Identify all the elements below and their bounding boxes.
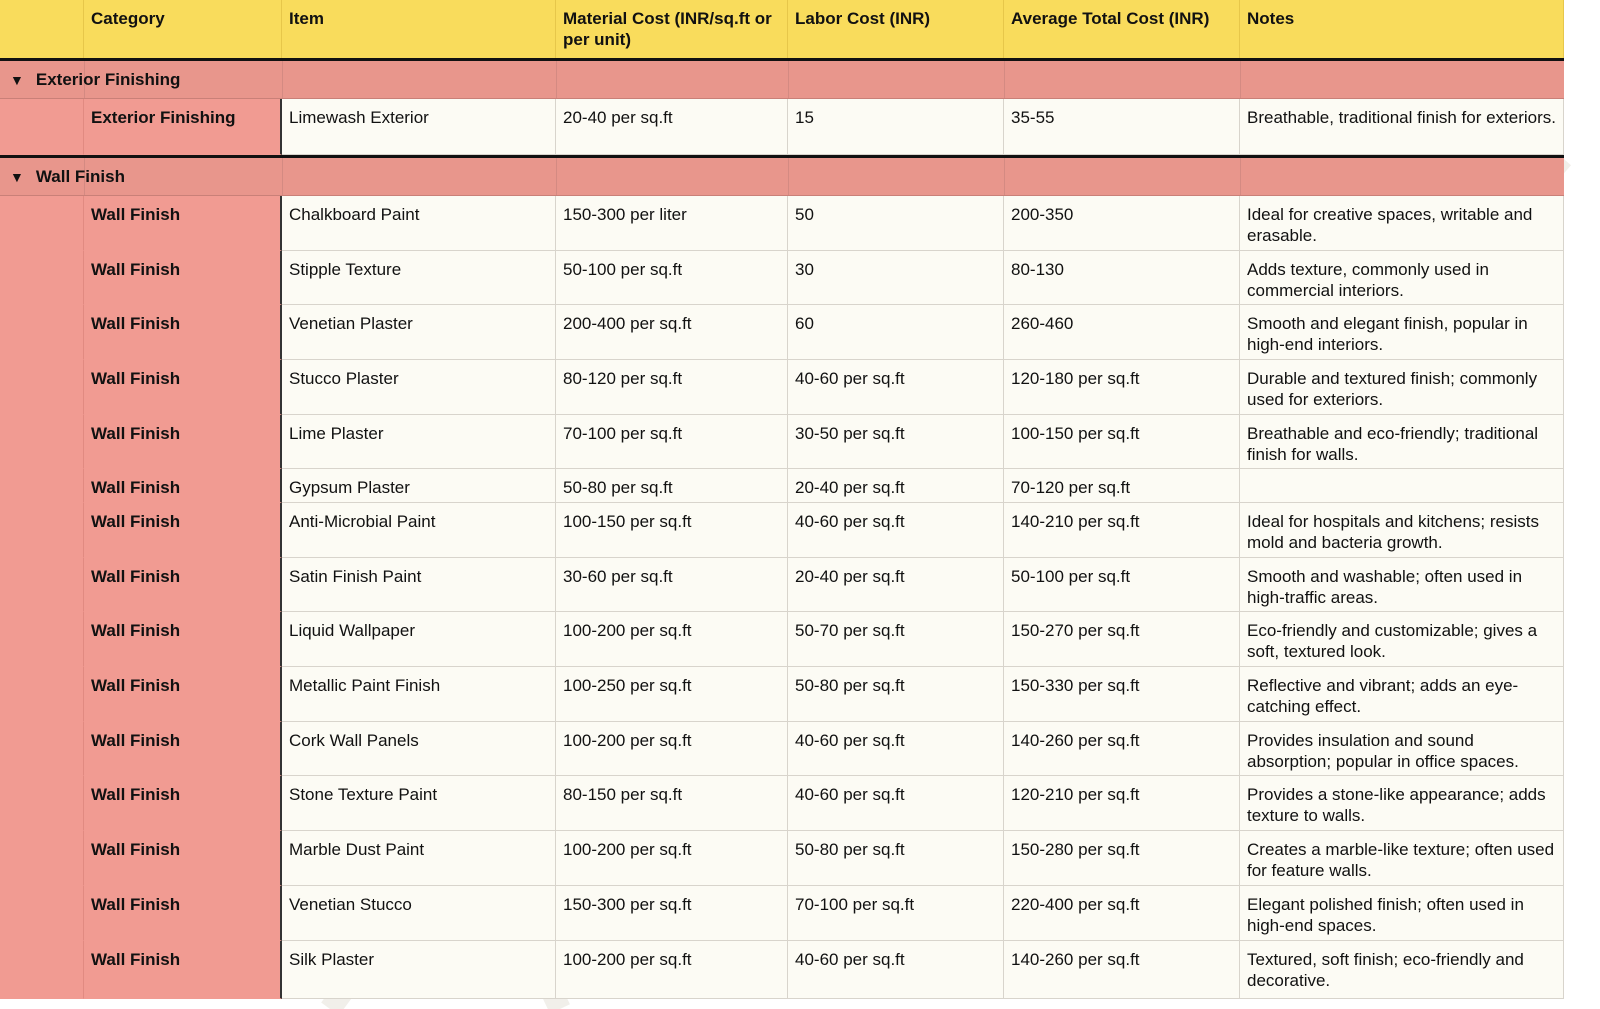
labor-cost-cell[interactable]: 40-60 per sq.ft	[788, 360, 1004, 415]
row-blank-cell[interactable]	[0, 886, 84, 941]
group-label[interactable]	[10, 158, 125, 195]
header-labor-cost[interactable]: Labor Cost (INR)	[788, 0, 1004, 58]
labor-cost-cell[interactable]: 50	[788, 196, 1004, 251]
table-row	[0, 503, 1564, 558]
collapse-triangle-icon[interactable]: ▼	[10, 168, 24, 185]
table-row	[0, 831, 1564, 886]
total-cost-cell[interactable]: 120-180 per sq.ft	[1004, 360, 1240, 415]
group-label-text: Exterior Finishing	[35, 69, 181, 89]
total-cost-cell[interactable]: 260-460	[1004, 305, 1240, 360]
row-blank-cell[interactable]	[0, 503, 84, 558]
notes-cell[interactable]: Smooth and washable; often used in high-traffic areas.	[1240, 558, 1564, 612]
labor-cost-cell[interactable]: 40-60 per sq.ft	[788, 722, 1004, 776]
notes-cell[interactable]: Adds texture, commonly used in commercial interiors.	[1240, 251, 1564, 305]
material-cost-cell[interactable]: 150-300 per sq.ft	[556, 886, 788, 941]
category-cell[interactable]: Wall Finish	[84, 941, 282, 999]
notes-cell[interactable]: Durable and textured finish; commonly used for exteriors.	[1240, 360, 1564, 415]
labor-cost-cell[interactable]: 40-60 per sq.ft	[788, 941, 1004, 999]
grid-line	[1240, 61, 1241, 98]
header-average-total-cost[interactable]: Average Total Cost (INR)	[1004, 0, 1240, 58]
category-cell[interactable]: Wall Finish	[84, 722, 282, 776]
row-blank-cell[interactable]	[0, 196, 84, 251]
total-cost-cell[interactable]: 200-350	[1004, 196, 1240, 251]
row-blank-cell[interactable]	[0, 251, 84, 305]
material-cost-cell[interactable]: 200-400 per sq.ft	[556, 305, 788, 360]
grid-line	[282, 158, 283, 195]
row-blank-cell[interactable]	[0, 360, 84, 415]
total-cost-cell[interactable]: 140-260 per sq.ft	[1004, 722, 1240, 776]
total-cost-cell[interactable]: 140-210 per sq.ft	[1004, 503, 1240, 558]
total-cost-cell[interactable]: 150-280 per sq.ft	[1004, 831, 1240, 886]
row-blank-cell[interactable]	[0, 831, 84, 886]
total-cost-cell[interactable]: 140-260 per sq.ft	[1004, 941, 1240, 999]
labor-cost-cell[interactable]: 50-70 per sq.ft	[788, 612, 1004, 667]
item-cell[interactable]: Chalkboard Paint	[282, 196, 556, 251]
item-cell[interactable]: Gypsum Plaster	[282, 469, 556, 503]
labor-cost-cell[interactable]: 60	[788, 305, 1004, 360]
row-blank-cell[interactable]	[0, 99, 84, 155]
category-cell[interactable]: Wall Finish	[84, 776, 282, 831]
item-cell[interactable]: Silk Plaster	[282, 941, 556, 999]
row-blank-cell[interactable]	[0, 722, 84, 776]
notes-cell[interactable]: Breathable, traditional finish for exteriors.	[1240, 99, 1564, 155]
row-blank-cell[interactable]	[0, 305, 84, 360]
material-cost-cell[interactable]: 20-40 per sq.ft	[556, 99, 788, 155]
material-cost-cell[interactable]: 100-200 per sq.ft	[556, 831, 788, 886]
row-blank-cell[interactable]	[0, 469, 84, 503]
category-cell[interactable]: Wall Finish	[84, 360, 282, 415]
material-cost-cell[interactable]: 100-200 per sq.ft	[556, 722, 788, 776]
category-cell[interactable]: Wall Finish	[84, 503, 282, 558]
category-cell[interactable]: Wall Finish	[84, 305, 282, 360]
table-row	[0, 886, 1564, 941]
material-cost-cell[interactable]: 30-60 per sq.ft	[556, 558, 788, 612]
material-cost-cell[interactable]: 80-150 per sq.ft	[556, 776, 788, 831]
total-cost-cell[interactable]: 70-120 per sq.ft	[1004, 469, 1240, 503]
category-cell[interactable]: Wall Finish	[84, 196, 282, 251]
category-cell[interactable]: Wall Finish	[84, 612, 282, 667]
grid-line	[788, 61, 789, 98]
notes-cell[interactable]: Creates a marble-like texture; often used for feature walls.	[1240, 831, 1564, 886]
material-cost-cell[interactable]: 100-250 per sq.ft	[556, 667, 788, 722]
notes-cell[interactable]: Reflective and vibrant; adds an eye-catching effect.	[1240, 667, 1564, 722]
item-cell[interactable]: Liquid Wallpaper	[282, 612, 556, 667]
table-row	[0, 941, 1564, 999]
category-cell[interactable]: Wall Finish	[84, 469, 282, 503]
grid-line	[1240, 158, 1241, 195]
table-body	[0, 61, 1564, 999]
table-row	[0, 360, 1564, 415]
table-row	[0, 469, 1564, 503]
item-cell[interactable]: Satin Finish Paint	[282, 558, 556, 612]
labor-cost-cell[interactable]: 20-40 per sq.ft	[788, 469, 1004, 503]
header-item[interactable]: Item	[282, 0, 556, 58]
item-cell[interactable]: Stipple Texture	[282, 251, 556, 305]
group-label-text: Wall Finish	[35, 166, 125, 186]
labor-cost-cell[interactable]: 15	[788, 99, 1004, 155]
header-notes[interactable]: Notes	[1240, 0, 1564, 58]
notes-cell[interactable]: Ideal for hospitals and kitchens; resists mold and bacteria growth.	[1240, 503, 1564, 558]
item-cell[interactable]: Marble Dust Paint	[282, 831, 556, 886]
category-cell[interactable]: Wall Finish	[84, 251, 282, 305]
material-cost-cell[interactable]: 50-100 per sq.ft	[556, 251, 788, 305]
item-cell[interactable]: Stone Texture Paint	[282, 776, 556, 831]
total-cost-cell[interactable]: 150-330 per sq.ft	[1004, 667, 1240, 722]
row-blank-cell[interactable]	[0, 667, 84, 722]
row-blank-cell[interactable]	[0, 415, 84, 469]
notes-cell[interactable]: Breathable and eco-friendly; traditional finish for walls.	[1240, 415, 1564, 469]
labor-cost-cell[interactable]: 20-40 per sq.ft	[788, 558, 1004, 612]
row-blank-cell[interactable]	[0, 941, 84, 999]
grid-line	[1004, 158, 1005, 195]
item-cell[interactable]: Lime Plaster	[282, 415, 556, 469]
total-cost-cell[interactable]: 35-55	[1004, 99, 1240, 155]
item-cell[interactable]: Stucco Plaster	[282, 360, 556, 415]
grid-line	[282, 61, 283, 98]
header-row	[0, 0, 1564, 61]
notes-cell[interactable]: Elegant polished finish; often used in high-end spaces.	[1240, 886, 1564, 941]
material-cost-cell[interactable]: 70-100 per sq.ft	[556, 415, 788, 469]
table-row	[0, 196, 1564, 251]
item-cell[interactable]: Metallic Paint Finish	[282, 667, 556, 722]
category-cell[interactable]: Wall Finish	[84, 886, 282, 941]
notes-cell[interactable]: Textured, soft finish; eco-friendly and decorative.	[1240, 941, 1564, 999]
material-cost-cell[interactable]: 150-300 per liter	[556, 196, 788, 251]
table-row	[0, 251, 1564, 305]
row-blank-cell[interactable]	[0, 558, 84, 612]
table-row	[0, 776, 1564, 831]
material-cost-cell[interactable]: 100-200 per sq.ft	[556, 941, 788, 999]
notes-cell[interactable]: Provides insulation and sound absorption; popular in office spaces.	[1240, 722, 1564, 776]
table-row	[0, 99, 1564, 158]
header-category[interactable]: Category	[84, 0, 282, 58]
total-cost-cell[interactable]: 220-400 per sq.ft	[1004, 886, 1240, 941]
grid-line	[556, 61, 557, 98]
item-cell[interactable]: Anti-Microbial Paint	[282, 503, 556, 558]
row-blank-cell[interactable]	[0, 612, 84, 667]
item-cell[interactable]: Limewash Exterior	[282, 99, 556, 155]
group-label[interactable]	[10, 61, 180, 98]
grid-line	[1004, 61, 1005, 98]
table-row	[0, 722, 1564, 776]
notes-cell[interactable]	[1240, 469, 1564, 503]
labor-cost-cell[interactable]: 70-100 per sq.ft	[788, 886, 1004, 941]
header-material-cost[interactable]: Material Cost (INR/sq.ft or per unit)	[556, 0, 788, 58]
notes-cell[interactable]: Provides a stone-like appearance; adds texture to walls.	[1240, 776, 1564, 831]
labor-cost-cell[interactable]: 40-60 per sq.ft	[788, 503, 1004, 558]
labor-cost-cell[interactable]: 40-60 per sq.ft	[788, 776, 1004, 831]
labor-cost-cell[interactable]: 30-50 per sq.ft	[788, 415, 1004, 469]
category-cell[interactable]: Wall Finish	[84, 558, 282, 612]
category-cell[interactable]: Wall Finish	[84, 667, 282, 722]
material-cost-cell[interactable]: 80-120 per sq.ft	[556, 360, 788, 415]
total-cost-cell[interactable]: 80-130	[1004, 251, 1240, 305]
table-row	[0, 305, 1564, 360]
table-row	[0, 558, 1564, 612]
group-header-row[interactable]	[0, 158, 1564, 196]
header-blank[interactable]	[0, 0, 84, 58]
total-cost-cell[interactable]: 100-150 per sq.ft	[1004, 415, 1240, 469]
row-blank-cell[interactable]	[0, 776, 84, 831]
table-row	[0, 612, 1564, 667]
collapse-triangle-icon[interactable]: ▼	[10, 71, 24, 88]
category-cell[interactable]: Wall Finish	[84, 415, 282, 469]
grid-line	[556, 158, 557, 195]
notes-cell[interactable]: Eco-friendly and customizable; gives a soft, textured look.	[1240, 612, 1564, 667]
labor-cost-cell[interactable]: 50-80 per sq.ft	[788, 667, 1004, 722]
category-cell[interactable]: Exterior Finishing	[84, 99, 282, 155]
item-cell[interactable]: Venetian Plaster	[282, 305, 556, 360]
material-cost-cell[interactable]: 50-80 per sq.ft	[556, 469, 788, 503]
total-cost-cell[interactable]: 50-100 per sq.ft	[1004, 558, 1240, 612]
labor-cost-cell[interactable]: 30	[788, 251, 1004, 305]
notes-cell[interactable]: Ideal for creative spaces, writable and erasable.	[1240, 196, 1564, 251]
material-cost-cell[interactable]: 100-150 per sq.ft	[556, 503, 788, 558]
total-cost-cell[interactable]: 120-210 per sq.ft	[1004, 776, 1240, 831]
table-row	[0, 667, 1564, 722]
table-row	[0, 415, 1564, 469]
grid-line	[788, 158, 789, 195]
group-header-row[interactable]	[0, 61, 1564, 99]
item-cell[interactable]: Venetian Stucco	[282, 886, 556, 941]
labor-cost-cell[interactable]: 50-80 per sq.ft	[788, 831, 1004, 886]
item-cell[interactable]: Cork Wall Panels	[282, 722, 556, 776]
material-cost-cell[interactable]: 100-200 per sq.ft	[556, 612, 788, 667]
total-cost-cell[interactable]: 150-270 per sq.ft	[1004, 612, 1240, 667]
notes-cell[interactable]: Smooth and elegant finish, popular in high-end interiors.	[1240, 305, 1564, 360]
category-cell[interactable]: Wall Finish	[84, 831, 282, 886]
